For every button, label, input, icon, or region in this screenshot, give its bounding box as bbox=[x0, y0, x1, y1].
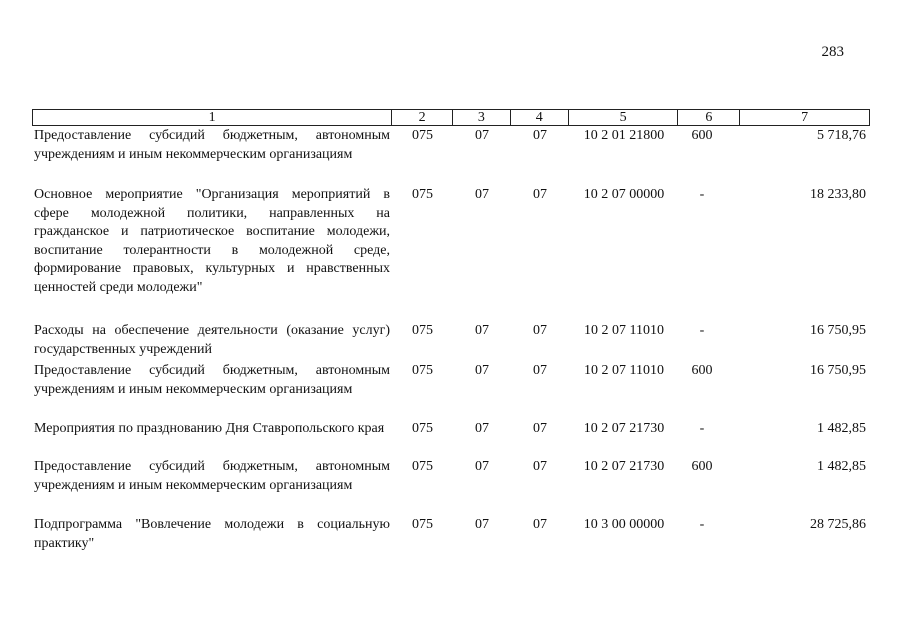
column-header-1: 1 bbox=[33, 110, 392, 125]
column-header-5: 5 bbox=[569, 110, 679, 125]
column-header-7: 7 bbox=[801, 110, 809, 125]
row-target-article: 10 2 07 21730 bbox=[583, 459, 665, 474]
row-name: Мероприятия по празднованию Дня Ставропольского края bbox=[34, 421, 385, 436]
row-amount: 18 233,80 bbox=[810, 187, 866, 202]
column-header-3: 3 bbox=[453, 110, 511, 125]
row-subsection: 07 bbox=[533, 363, 547, 378]
row-target-article: 10 2 07 00000 bbox=[583, 187, 665, 202]
row-amount: 28 725,86 bbox=[810, 517, 866, 532]
row-subsection: 07 bbox=[533, 517, 547, 532]
row-name: Предоставление субсидий бюджетным, автономным учреждениям и иным некоммерческим организациям bbox=[34, 363, 390, 397]
row-subsection: 07 bbox=[533, 128, 547, 143]
row-name: Предоставление субсидий бюджетным, автономным учреждениям и иным некоммерческим организациям bbox=[34, 128, 390, 162]
row-expense-type: - bbox=[699, 323, 705, 338]
row-section: 07 bbox=[475, 128, 489, 143]
row-expense-type: - bbox=[699, 187, 705, 202]
row-amount: 16 750,95 bbox=[810, 363, 866, 378]
row-grbs: 075 bbox=[412, 187, 433, 202]
row-grbs: 075 bbox=[412, 128, 433, 143]
row-amount: 5 718,76 bbox=[817, 128, 866, 143]
row-section: 07 bbox=[475, 421, 489, 436]
row-section: 07 bbox=[475, 187, 489, 202]
row-section: 07 bbox=[475, 517, 489, 532]
column-header-2: 2 bbox=[392, 110, 453, 125]
row-grbs: 075 bbox=[412, 363, 433, 378]
row-section: 07 bbox=[475, 459, 489, 474]
row-expense-type: 600 bbox=[691, 459, 713, 474]
row-expense-type: - bbox=[699, 421, 705, 436]
row-name: Расходы на обеспечение деятельности (оказание услуг) государственных учреждений bbox=[34, 323, 390, 357]
row-expense-type: 600 bbox=[691, 363, 713, 378]
row-target-article: 10 2 07 21730 bbox=[583, 421, 665, 436]
page-number: 283 bbox=[821, 44, 844, 60]
row-target-article: 10 2 07 11010 bbox=[584, 323, 664, 338]
row-target-article: 10 2 01 21800 bbox=[583, 128, 665, 143]
row-grbs: 075 bbox=[412, 421, 433, 436]
row-expense-type: 600 bbox=[691, 128, 713, 143]
row-name: Основное мероприятие "Организация мероприятий в сфере молодежной политики, направленных на гражданское и патриотическое воспитание молодежи, воспитание толерантности в молодежной среде, формирование правовых, культурных и нравственных ценностей среди молодежи" bbox=[34, 187, 390, 295]
row-grbs: 075 bbox=[412, 323, 433, 338]
row-name: Предоставление субсидий бюджетным, автономным учреждениям и иным некоммерческим организациям bbox=[34, 459, 390, 493]
row-subsection: 07 bbox=[533, 323, 547, 338]
row-amount: 1 482,85 bbox=[817, 459, 866, 474]
row-grbs: 075 bbox=[412, 459, 433, 474]
row-target-article: 10 3 00 00000 bbox=[583, 517, 665, 532]
column-header-6: 6 bbox=[678, 110, 740, 125]
table-header bbox=[32, 109, 870, 126]
row-amount: 1 482,85 bbox=[817, 421, 866, 436]
row-expense-type: - bbox=[699, 517, 705, 532]
row-grbs: 075 bbox=[412, 517, 433, 532]
row-section: 07 bbox=[475, 323, 489, 338]
row-section: 07 bbox=[475, 363, 489, 378]
row-subsection: 07 bbox=[533, 459, 547, 474]
column-header-4: 4 bbox=[511, 110, 569, 125]
row-name: Подпрограмма "Вовлечение молодежи в социальную практику" bbox=[34, 517, 390, 551]
row-subsection: 07 bbox=[533, 187, 547, 202]
row-amount: 16 750,95 bbox=[810, 323, 866, 338]
row-target-article: 10 2 07 11010 bbox=[584, 363, 664, 378]
row-subsection: 07 bbox=[533, 421, 547, 436]
